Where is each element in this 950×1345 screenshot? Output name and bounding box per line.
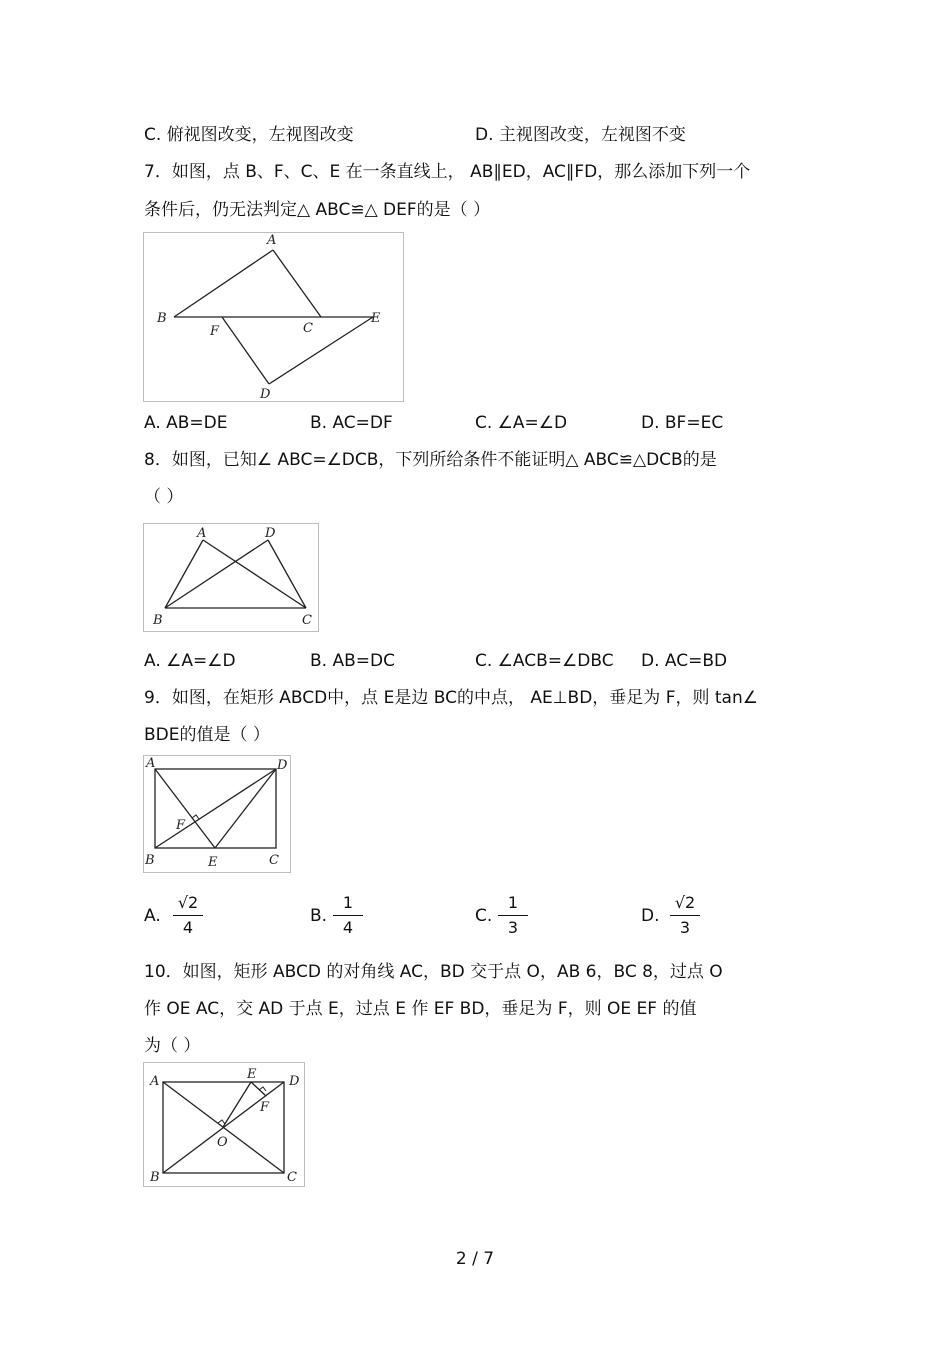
- q9-text-line1: 9．如图，在矩形 ABCD中，点 E是边 BC的中点， AE⊥BD，垂足为 F，则 tan∠: [144, 688, 758, 708]
- q7-label-a: A: [267, 233, 277, 248]
- q8-option-d: D. AC=BD: [641, 651, 728, 671]
- q10-label-d: D: [289, 1074, 300, 1089]
- q9-option-b-numerator: 1: [342, 893, 354, 912]
- q9-option-d-denominator: 3: [679, 918, 691, 937]
- q9-option-a-numerator: √2: [177, 893, 199, 912]
- q10-label-b: B: [150, 1170, 160, 1185]
- q9-option-b-fraction: [333, 893, 363, 938]
- q9-label-b: B: [145, 853, 155, 868]
- q8-label-c: C: [302, 613, 312, 628]
- q7-text-line2: 条件后，仍无法判定△ ABC≌△ DEF的是（ ）: [144, 200, 491, 220]
- q9-label-d: D: [277, 758, 288, 773]
- prev-option-c: C. 俯视图改变，左视图改变: [144, 125, 354, 145]
- q9-label-f: F: [176, 818, 186, 833]
- q9-option-b-denominator: 4: [342, 918, 354, 937]
- q10-text-line2: 作 OE AC，交 AD 于点 E，过点 E 作 EF BD，垂足为 F，则 OE EF 的值: [144, 999, 697, 1019]
- fraction-bar: [498, 915, 528, 916]
- q9-option-c-numerator: 1: [507, 893, 519, 912]
- fraction-bar: [670, 915, 700, 916]
- q8-text-line2: （ ）: [144, 487, 184, 507]
- q7-text-line1: 7．如图，点 B、F、C、E 在一条直线上， AB∥ED，AC∥FD，那么添加下列一个: [144, 162, 751, 182]
- q10-figure: [143, 1062, 305, 1187]
- page-number: 2 / 7: [455, 1249, 495, 1269]
- q7-label-f: F: [210, 324, 220, 339]
- q7-label-b: B: [157, 311, 167, 326]
- fraction-bar: [333, 915, 363, 916]
- q9-option-b-label: B.: [310, 906, 328, 926]
- q9-text-line2: BDE的值是（ ）: [144, 725, 270, 745]
- q10-label-c: C: [287, 1170, 297, 1185]
- q8-text-line1: 8．如图，已知∠ ABC=∠DCB，下列所给条件不能证明△ ABC≌△DCB的是: [144, 450, 717, 470]
- q8-option-a: A. ∠A=∠D: [144, 651, 236, 671]
- q8-option-c: C. ∠ACB=∠DBC: [475, 651, 614, 671]
- q9-option-c-denominator: 3: [507, 918, 519, 937]
- q10-text-line1: 10．如图，矩形 ABCD 的对角线 AC，BD 交于点 O，AB 6，BC 8，过点 O: [144, 962, 723, 982]
- q10-label-o: O: [217, 1135, 228, 1150]
- q9-label-a: A: [146, 756, 156, 771]
- q9-option-c-fraction: [498, 893, 528, 938]
- q10-label-a: A: [150, 1074, 160, 1089]
- q8-option-b: B. AB=DC: [310, 651, 395, 671]
- q9-option-d-numerator: √2: [674, 893, 696, 912]
- q9-option-a-label: A.: [144, 906, 161, 926]
- q7-option-d: D. BF=EC: [641, 413, 724, 433]
- prev-option-d: D. 主视图改变，左视图不变: [475, 125, 686, 145]
- q9-option-c-label: C.: [475, 906, 493, 926]
- q8-figure: [143, 523, 319, 632]
- q9-option-d-label: D.: [641, 906, 660, 926]
- q7-label-c: C: [303, 321, 313, 336]
- q7-figure: [143, 232, 404, 402]
- q7-option-b: B. AC=DF: [310, 413, 393, 433]
- q9-label-c: C: [269, 853, 279, 868]
- q9-option-d-fraction: [670, 893, 700, 938]
- q9-figure: [143, 755, 291, 873]
- q10-text-line3: 为（ ）: [144, 1036, 201, 1056]
- q7-label-e: E: [371, 311, 381, 326]
- fraction-bar: [173, 915, 203, 916]
- q7-option-c: C. ∠A=∠D: [475, 413, 568, 433]
- q7-option-a: A. AB=DE: [144, 413, 228, 433]
- q9-label-e: E: [208, 855, 218, 870]
- q8-label-a: A: [197, 526, 207, 541]
- q10-label-e: E: [247, 1067, 257, 1082]
- q8-label-d: D: [265, 526, 276, 541]
- q9-option-a-denominator: 4: [182, 918, 194, 937]
- q9-option-a-fraction: [173, 893, 203, 938]
- q8-label-b: B: [153, 613, 163, 628]
- q10-label-f: F: [260, 1100, 270, 1115]
- q7-label-d: D: [260, 387, 271, 401]
